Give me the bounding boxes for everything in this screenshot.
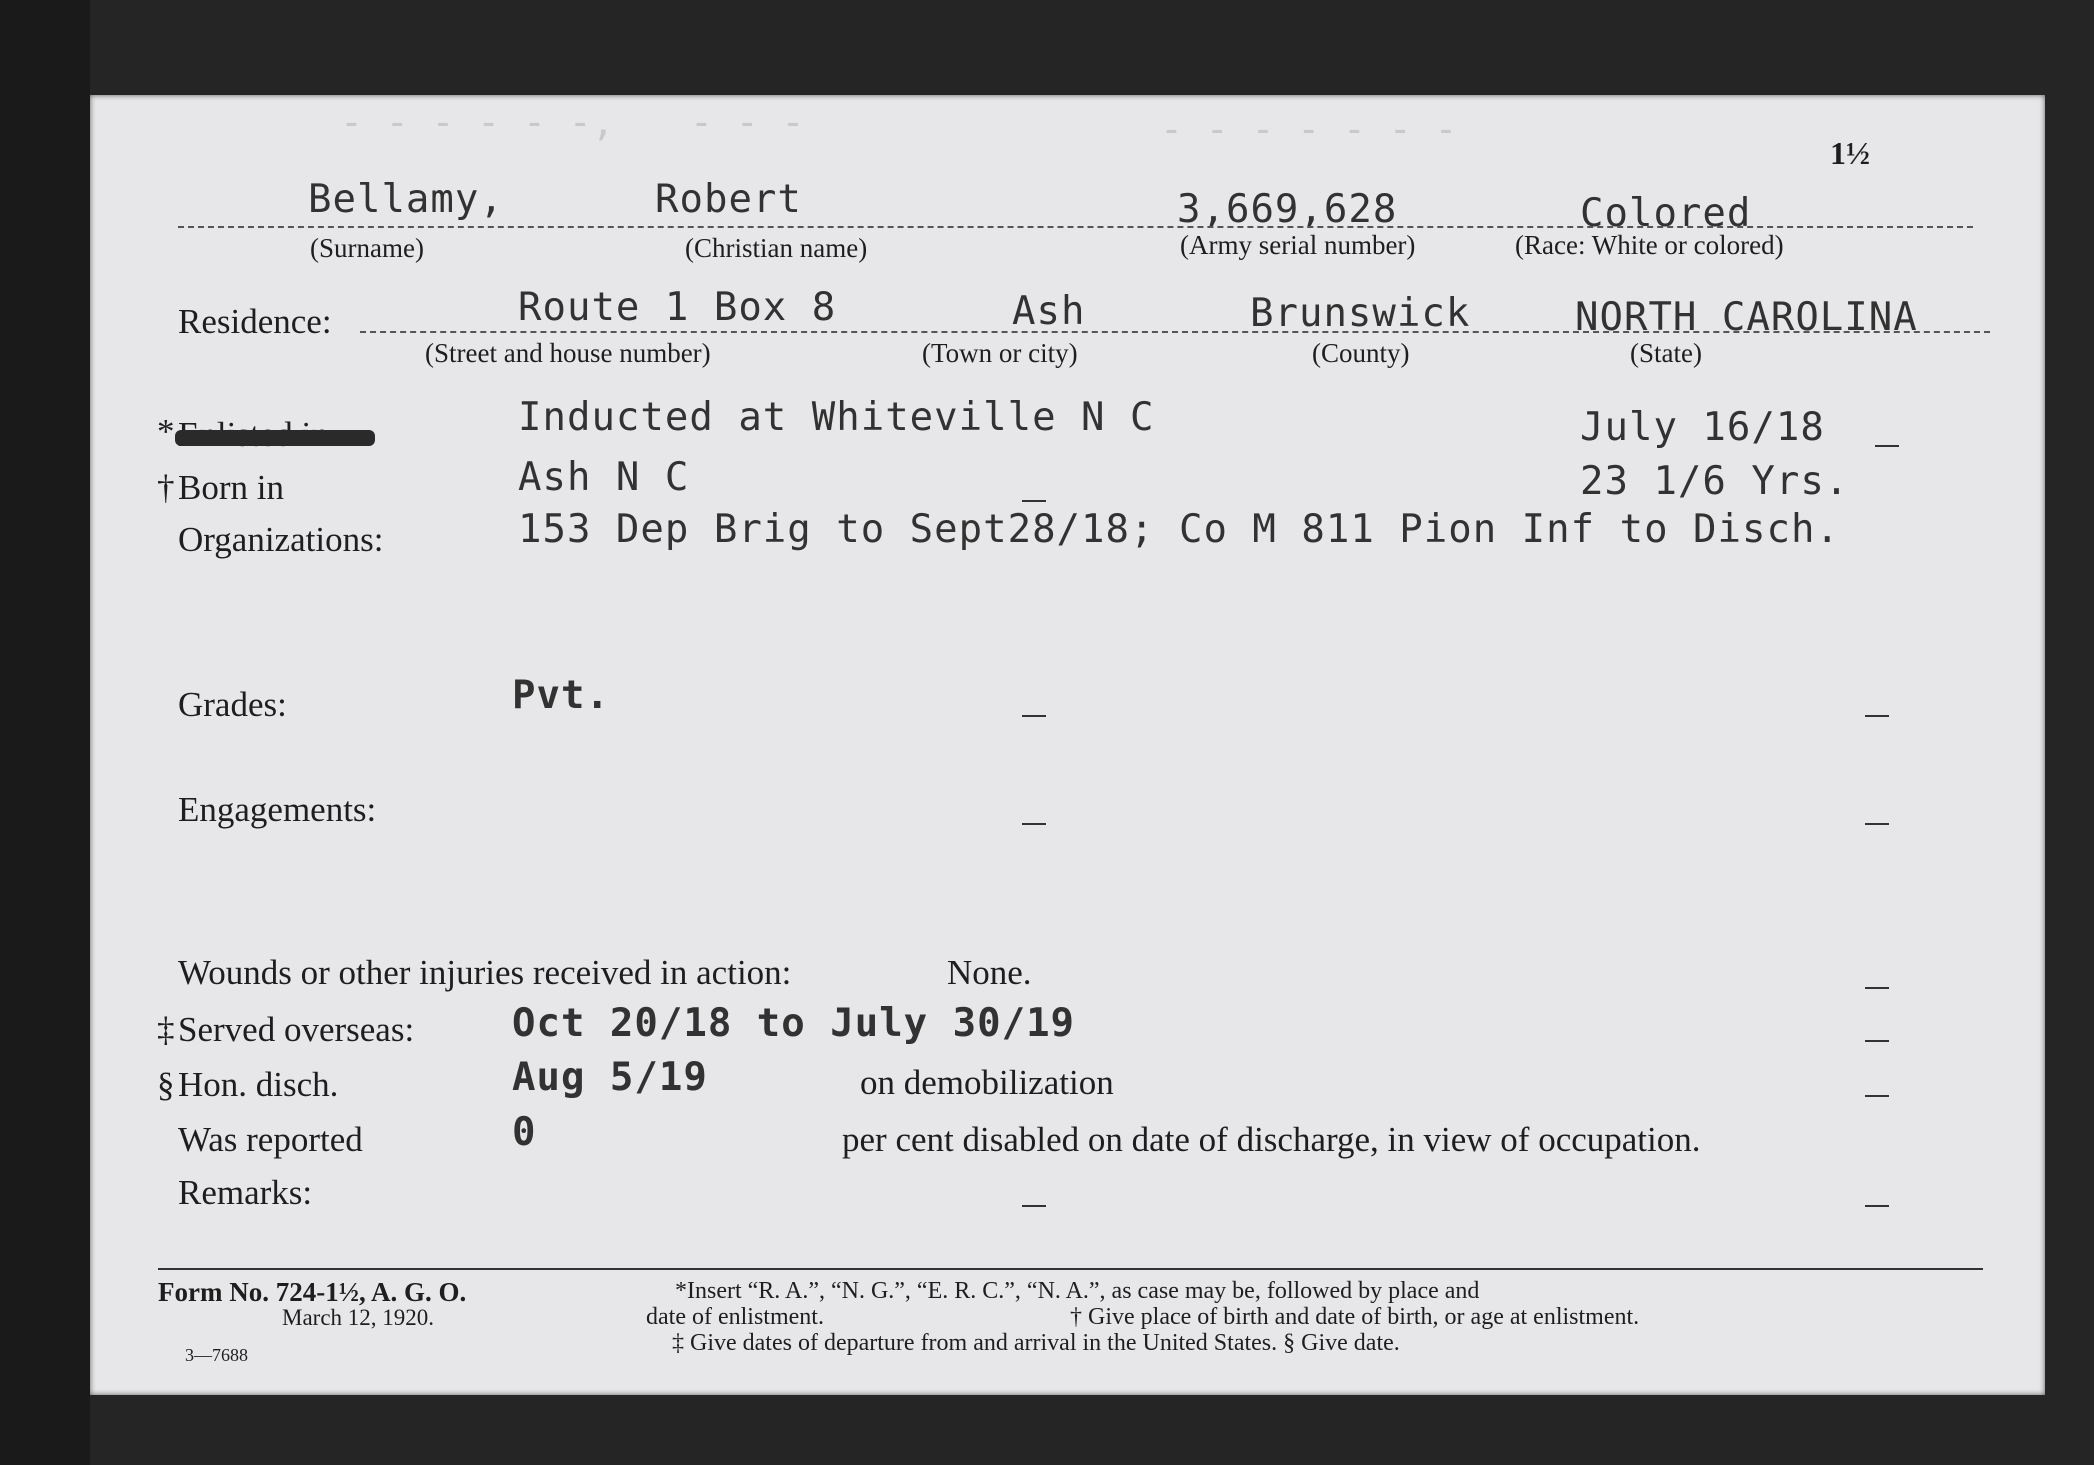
race-caption: (Race: White or colored)	[1515, 230, 1784, 260]
born-label: Born in	[178, 468, 284, 507]
name-line	[178, 226, 1973, 228]
was-reported-value: 0	[512, 1110, 537, 1155]
form-date: March 12, 1920.	[282, 1305, 435, 1330]
hon-disch-label: Hon. disch.	[178, 1065, 339, 1104]
born-marker: †	[157, 468, 175, 507]
blank-tick	[1022, 715, 1046, 717]
engagements-label: Engagements:	[178, 790, 377, 829]
footnote-insert: *Insert “R. A.”, “N. G.”, “E. R. C.”, “N. A.”, as case may be, followed by place and	[675, 1278, 1480, 1304]
enlisted-marker: *	[157, 412, 175, 451]
enlisted-strikeout	[175, 430, 375, 446]
hon-disch-marker: §	[157, 1065, 175, 1104]
bleed-through-mark: - - -	[690, 100, 805, 144]
blank-tick	[1022, 500, 1046, 502]
blank-tick	[1865, 715, 1889, 717]
town-caption: (Town or city)	[922, 338, 1078, 368]
grades-value: Pvt.	[512, 673, 610, 718]
blank-tick	[1865, 987, 1889, 989]
blank-tick	[1875, 445, 1899, 447]
residence-town: Ash	[1012, 289, 1086, 334]
remarks-label: Remarks:	[178, 1173, 313, 1212]
footnote-overseas: ‡ Give dates of departure from and arrival in the United States. § Give date.	[672, 1330, 1400, 1356]
residence-state: NORTH CAROLINA	[1575, 295, 1918, 340]
serial-number-caption: (Army serial number)	[1180, 230, 1416, 260]
form-number: Form No. 724-1½, A. G. O.	[158, 1277, 467, 1307]
enlisted-date: July 16/18	[1580, 405, 1825, 450]
was-reported-text: per cent disabled on date of discharge, in view of occupation.	[842, 1120, 1701, 1159]
enlisted-value: Inducted at Whiteville N C	[518, 395, 1155, 440]
blank-tick	[1865, 1040, 1889, 1042]
residence-label: Residence:	[178, 302, 332, 341]
bleed-through-mark: - - - - - - -	[1160, 107, 1458, 151]
residence-line	[360, 331, 1990, 333]
hon-disch-note: on demobilization	[860, 1063, 1114, 1102]
surname-caption: (Surname)	[310, 233, 424, 263]
background-strip	[0, 0, 90, 1465]
organizations-value: 153 Dep Brig to Sept28/18; Co M 811 Pion Inf to Disch.	[518, 507, 1840, 552]
served-overseas-value: Oct 20/18 to July 30/19	[512, 1001, 1076, 1046]
born-value: Ash N C	[518, 455, 690, 500]
blank-tick	[1022, 1205, 1046, 1207]
state-caption: (State)	[1630, 338, 1702, 368]
footer-rule	[158, 1268, 1983, 1270]
christian-name-value: Robert	[655, 177, 802, 222]
county-caption: (County)	[1312, 338, 1410, 368]
blank-tick	[1865, 1205, 1889, 1207]
blank-tick	[1865, 823, 1889, 825]
print-code: 3—7688	[185, 1345, 248, 1365]
residence-county: Brunswick	[1250, 291, 1471, 336]
surname-value: Bellamy,	[308, 177, 504, 222]
street-caption: (Street and house number)	[425, 338, 711, 368]
wounds-value: None.	[947, 953, 1032, 992]
serial-number-value: 3,669,628	[1177, 187, 1398, 232]
served-overseas-marker: ‡	[157, 1010, 175, 1049]
was-reported-label: Was reported	[178, 1120, 363, 1159]
residence-street: Route 1 Box 8	[518, 285, 837, 330]
blank-tick	[1865, 1095, 1889, 1097]
grades-label: Grades:	[178, 685, 287, 724]
christian-name-caption: (Christian name)	[685, 233, 868, 263]
hon-disch-value: Aug 5/19	[512, 1055, 708, 1100]
wounds-label: Wounds or other injuries received in action:	[178, 953, 792, 992]
organizations-label: Organizations:	[178, 520, 384, 559]
footnote-insert-cont: date of enlistment.	[646, 1304, 824, 1330]
service-record-card	[90, 95, 2045, 1395]
race-value: Colored	[1580, 191, 1752, 236]
corner-number: 1½	[1830, 135, 1870, 171]
footnote-born: † Give place of birth and date of birth, or age at enlistment.	[1070, 1304, 1640, 1330]
bleed-through-mark: - - - - - -,	[340, 100, 615, 144]
blank-tick	[1022, 823, 1046, 825]
served-overseas-label: Served overseas:	[178, 1010, 415, 1049]
born-age: 23 1/6 Yrs.	[1580, 459, 1850, 504]
